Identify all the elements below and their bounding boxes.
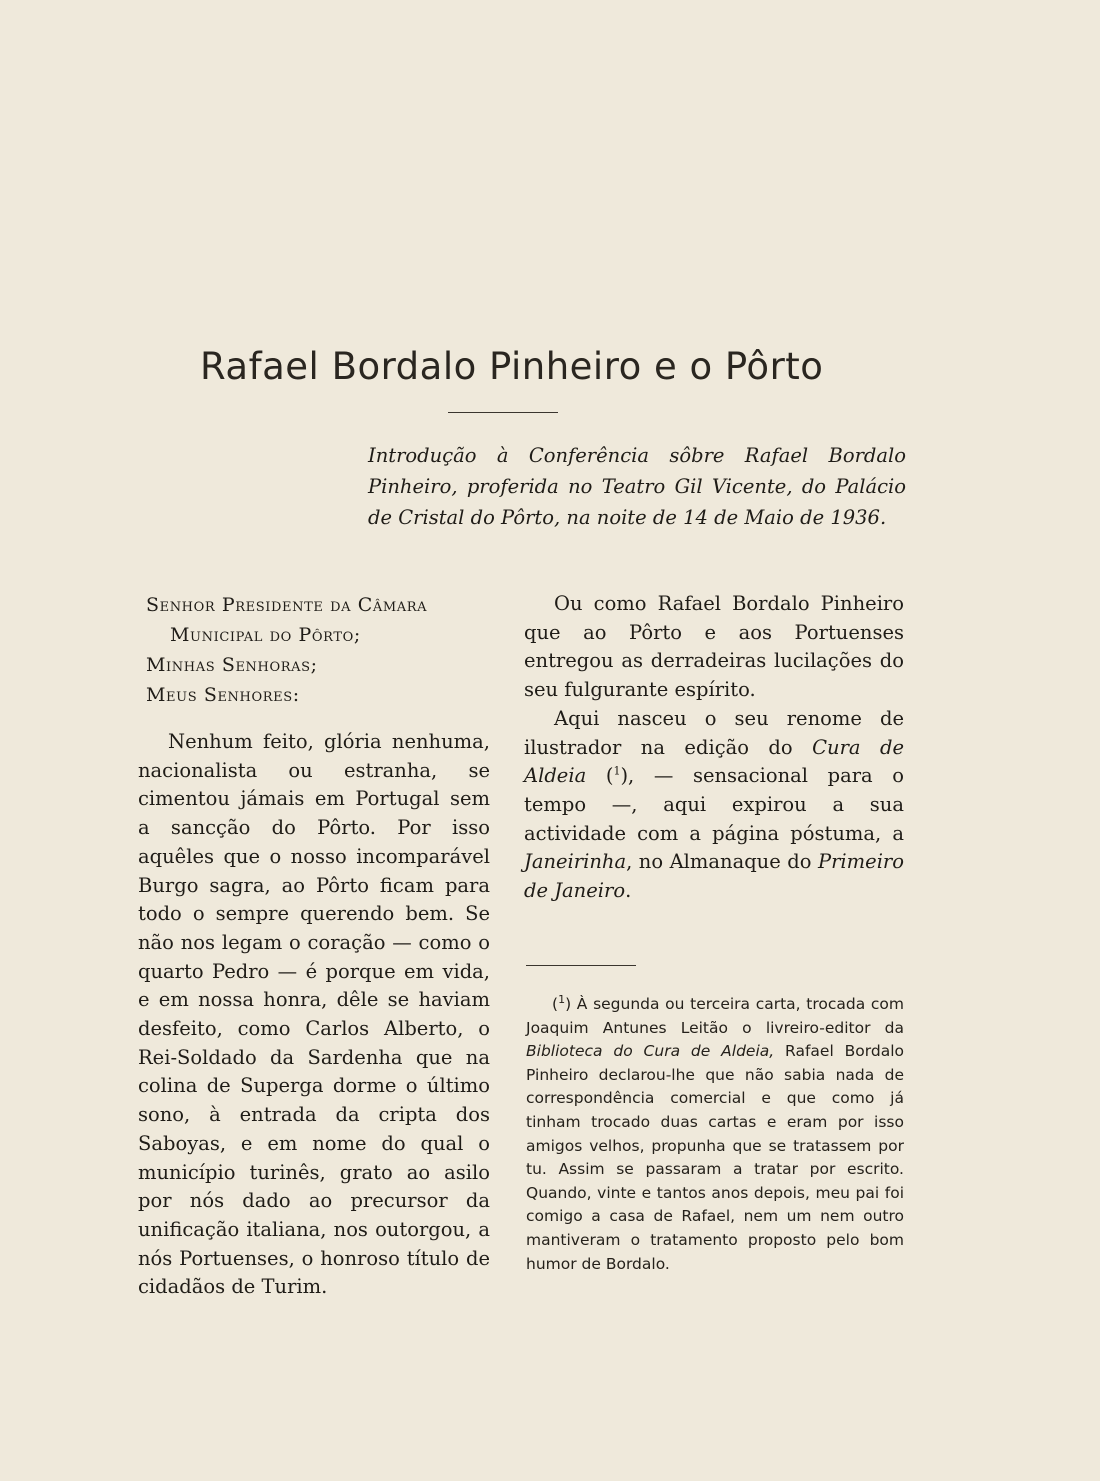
salutation-line-3: Minhas Senhoras; [146, 654, 318, 676]
right-para2-text-4: . [625, 879, 632, 903]
footnote: ($^1$) À segunda ou terceira carta, trocada com Joaquim Antunes Leitão o livreiro-editor da Biblioteca do Cura de Aldeia, Rafael Bordalo Pinheiro declarou-lhe que não sabia nada de correspondência comercial e que como já tinham trocado duas cartas e eram por isso amigos velhos, propunha que se tratassem por tu. Assim se passaram a tratar por escrito. Quando, vinte e tantos anos depois, meu pai foi comigo a casa de Rafael, nem um nem outro mantiveram o tratamento proposto pelo bom humor de Bordalo. [526, 992, 904, 1273]
title-divider [448, 412, 558, 413]
footnote-marker: 1 [558, 992, 566, 1006]
right-column [524, 590, 904, 906]
salutation-line-4: Meus Senhores: [146, 684, 300, 706]
spacer [138, 710, 490, 728]
work-title-janeirinha: Janeirinha [524, 850, 627, 874]
left-body-paragraph: Nenhum feito, glória nenhuma, nacionalista ou estranha, se cimentou jámais em Portugal sem a sancção do Pôrto. Por isso aquêles que o nosso incomparável Burgo sagra, ao Pôrto ficam para todo o sempre querendo bem. Se não nos legam o coração — como o quarto Pedro — é porque em vida, e em nossa honra, dêle se haviam desfeito, como Carlos Alberto, o Rei-Soldado da Sardenha que na colina de Superga dorme o último sono, à entrada da cripta dos Saboyas, e em nome do qual o município turinês, grato ao asilo por nós dado ao precursor da unificação italiana, nos outorgou, a nós Portuenses, o honroso título de cidadãos de Turim. [138, 730, 490, 1299]
newspaper-title-primeiro-de-janeiro: Primeiro de Janeiro [524, 850, 904, 903]
footnote-reference[interactable]: 1 [613, 764, 621, 778]
right-paragraph-1: Ou como Rafael Bordalo Pinheiro que ao Pôrto e aos Portuenses entregou as derradeiras lucilações do seu fulgurante espírito. [524, 592, 904, 702]
footnote-text-1: À segunda ou terceira carta, trocada com Joaquim Antunes Leitão o livreiro-editor da [526, 995, 904, 1037]
right-para2-text-3: , no Almanaque do [626, 850, 818, 874]
right-para2-text-1: Aqui nasceu o seu renome de ilustrador na edição do [524, 706, 904, 759]
left-column [138, 590, 490, 1302]
right-para2-text-2: , — sensacional para o tempo —, aqui expirou a sua actividade com a página póstuma, a [524, 764, 904, 845]
page-title: Rafael Bordalo Pinheiro e o Pôrto [200, 345, 824, 388]
salutation-line-2: Municipal do Pôrto; [170, 624, 361, 646]
book-title-cura-de-aldeia: Cura de Aldeia [524, 735, 904, 788]
salutation-line-1: Senhor Presidente da Câmara [146, 594, 428, 616]
footnote-divider [526, 965, 636, 966]
right-paragraph-2: Aqui nasceu o seu renome de ilustrador na edição do Cura de Aldeia ($^1$), — sensacional para o tempo —, aqui expirou a sua actividade com a página póstuma, a Janeirinha, no Almanaque do Primeiro de Janeiro. [524, 706, 904, 903]
footnote-text-2: Rafael Bordalo Pinheiro declarou-lhe que não sabia nada de correspondência comercial e que como já tinham trocado duas cartas e eram por isso amigos velhos, propunha que se tratassem por tu. Assim se passaram a tratar por escrito. Quando, vinte e tantos anos depois, meu pai foi comigo a casa de Rafael, nem um nem outro mantiveram o tratamento proposto pelo bom humor de Bordalo. [526, 1042, 904, 1273]
footnote-book-title: Biblioteca do Cura de Aldeia, [526, 1042, 775, 1061]
subtitle: Introdução à Conferência sôbre Rafael Bordalo Pinheiro, proferida no Teatro Gil Vicente, do Palácio de Cristal do Pôrto, na noite de 14 de Maio de 1936. [368, 444, 906, 529]
